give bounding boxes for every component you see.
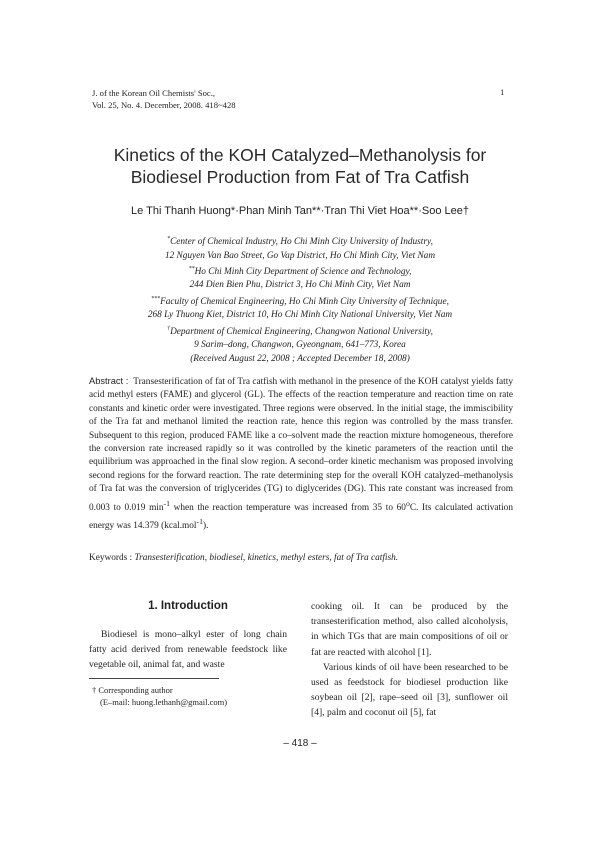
title-line-1: Kinetics of the KOH Catalyzed–Methanolysis for [113,145,487,165]
abstract-text: Transesterification of fat of Tra catfish with methanol in the presence of the KOH catalyst yields fatty acid methyl esters (FAME) and glycerol (GL). The effects of the reaction temperature and reaction time on rate constants and kinetic order were investigated. Three regions were observed. In the initial stage, the immiscibility of the Tra fat and methanol limited the reaction rate, hence this region was controlled by the mass transfer. Subsequent to this region, produced FAME like a co–solvent made the reaction mixture homogeneous, therefore the conversion rate increased rapidly so it was controlled by the kinetic parameters of the reaction until the equilibrium was approached in the final slow region. A second–order kinetic mechanism was proposed involving second regions for the forward reaction. The rate determining step for the overall KOH catalyzed–methanolysis of Tra fat was the conversion of triglycerides (TG) to diglycerides (DG). This rate constant was increased from 0.003 to 0.019 min [89,377,513,513]
footnote-divider [89,678,219,679]
page-footer-number: – 418 – [283,738,317,749]
intro-paragraph-2: cooking oil. It can be produced by the transesterification method, also called alcoholysis, in which TGs that are main compositions of oil or fat are reacted with alcohol [1]. [311,601,508,658]
affiliation-2-line-2: 244 Dien Bien Phu, District 3, Ho Chi Minh City, Viet Nam [189,280,411,291]
section-heading-introduction: 1. Introduction [148,600,228,612]
corner-page-number: 1 [500,87,505,97]
footnote-corresponding: † Corresponding author [92,685,173,695]
author-list: Le Thi Thanh Huong*·Phan Minh Tan**·Tran Thi Viet Hoa**·Soo Lee† [131,205,469,217]
abstract: Abstract : Transesterification of fat of Tra catfish with methanol in the presence of the KOH catalyst yields fatty acid methyl esters (FAME) and glycerol (GL). The effects of the reaction temperature and reaction time on rate constants and kinetic order were investigated. Three regions were observed. In the initial stage, the immiscibility of the Tra fat and methanol limited the reaction rate, hence this region was controlled by the mass transfer. Subsequent to this region, produced FAME like a co–solvent made the reaction mixture homogeneous, therefore the conversion rate increased rapidly so it was controlled by the kinetic parameters of the reaction until the equilibrium was approached in the final slow region. A second–order kinetic mechanism was proposed involving second regions for the forward reaction. The rate determining step for the overall KOH catalyzed–methanolysis of Tra fat was the conversion of triglycerides (TG) to diglycerides (DG). This rate constant was increased from 0.003 to 0.019 $\min^{-1}$ when the reaction temperature was increased from 35 to 60$^o$C. Its calculated activation energy was 14.379 (kcal.mol$^{-1}$). [89,376,513,532]
affiliation-3-line-2: 268 Ly Thuong Kiet, District 10, Ho Chi Minh City National University, Viet Nam [147,310,453,321]
footnote [92,684,227,708]
keywords-text: Transesterification, biodiesel, kinetics, methyl esters, fat of Tra catfish. [134,553,399,563]
abstract-label: Abstract : [89,376,129,386]
affiliations [60,233,540,366]
intro-paragraph-3: Various kinds of oil have been researched to be used as feedstock for biodiesel production like soybean oil [2], rape–seed oil [3], sunflower oil [4], palm and coconut oil [5], fat [311,661,508,719]
affiliation-4-line-2: 9 Sarim–dong, Changwon, Gyeongnam, 641–773, Korea [194,340,406,351]
affiliation-2-line-1: **Ho Chi Minh City Department of Science and Technology, [188,265,412,277]
right-column [311,599,508,721]
affiliation-4-line-1: †Department of Chemical Engineering, Changwon National University, [167,325,433,337]
journal-name: J. of the Korean Oil Chemists' Soc., [92,88,216,98]
left-column [89,627,287,673]
affiliation-1-line-1: *Center of Chemical Industry, Ho Chi Minh City University of Industry, [167,236,433,248]
intro-paragraph-1: Biodiesel is mono–alkyl ester of long chain fatty acid derived from renewable feedstock like vegetable oil, animal fat, and waste [89,629,287,671]
keywords-label: Keywords : [89,553,133,563]
footnote-email: (E–mail: huong.lethanh@gmail.com) [100,697,228,707]
affiliation-1-line-2: 12 Nguyen Van Bao Street, Go Vap District, Ho Chi Minh City, Viet Nam [164,250,436,261]
journal-citation [92,87,236,111]
title-line-2: Biodiesel Production from Fat of Tra Catfish [130,167,470,187]
keywords [89,553,513,563]
paper-title [60,144,540,188]
received-date: (Received August 22, 2008 ; Accepted December 18, 2008) [190,353,410,364]
journal-volume: Vol. 25, No. 4. December, 2008. 418~428 [92,100,236,110]
affiliation-3-line-1: ***Faculty of Chemical Engineering, Ho Chi Minh City University of Technique, [151,295,449,307]
